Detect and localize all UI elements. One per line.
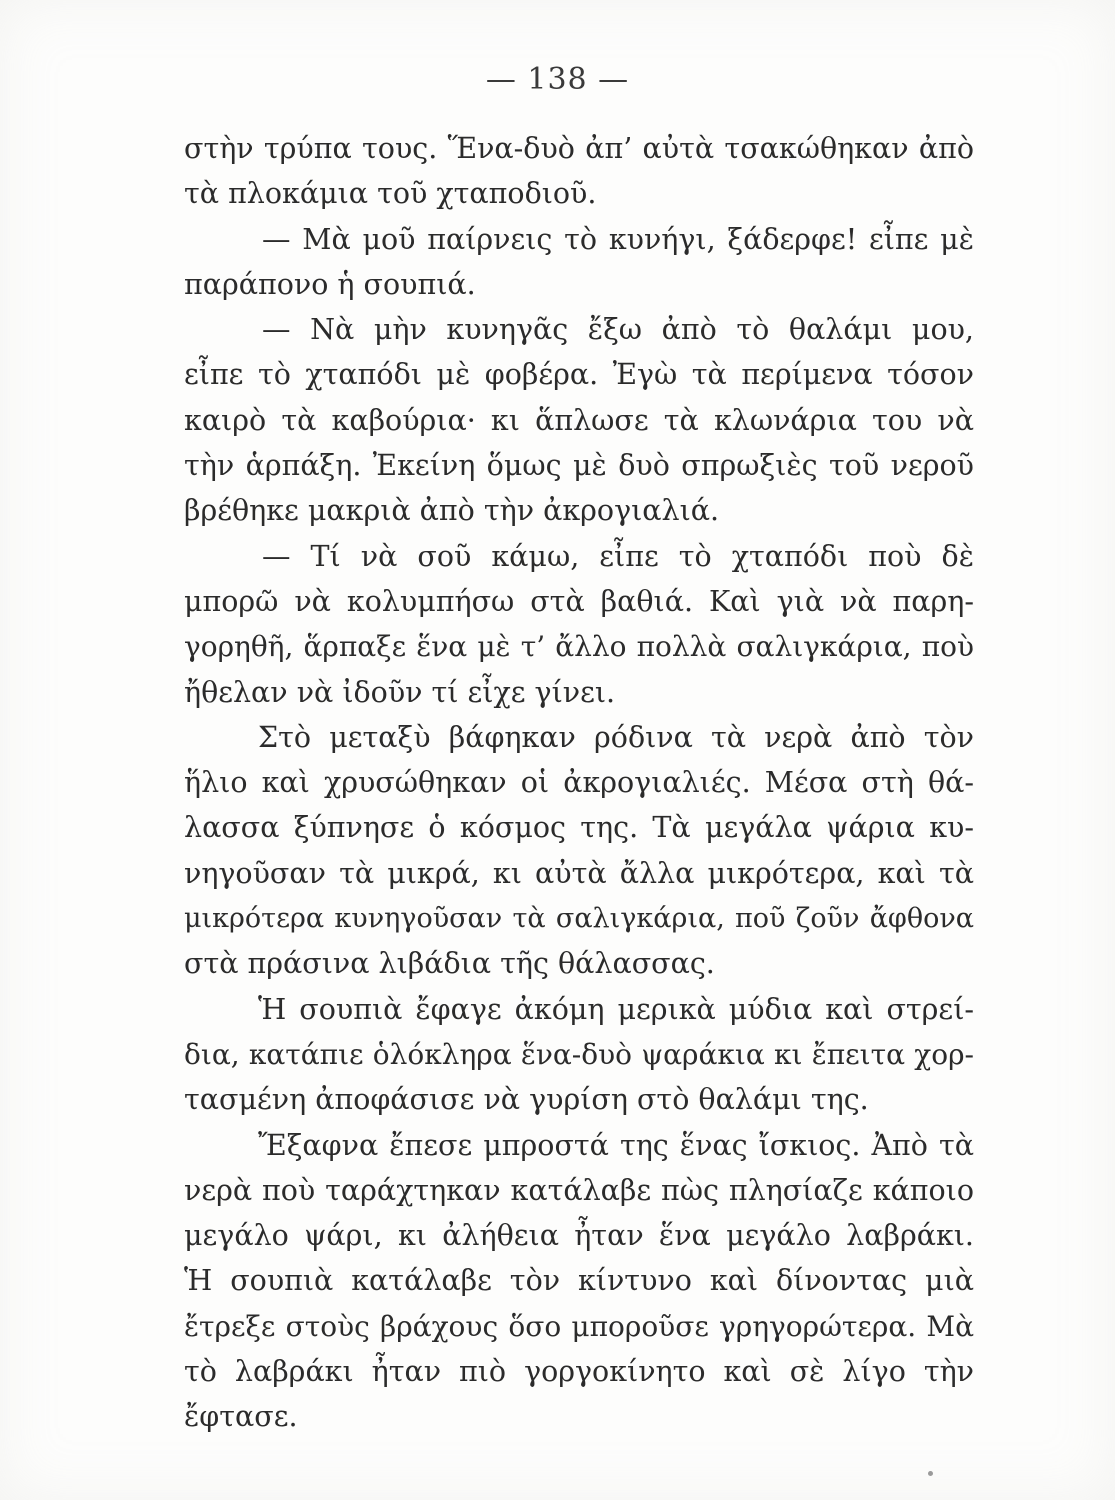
text-line: ἔφτασε. xyxy=(184,1400,298,1434)
text-line: Ἔξαφνα ἔπεσε μπροστά της ἕνας ἴσκιος. Ἀπὸ τὰ xyxy=(258,1128,974,1162)
print-speck xyxy=(928,1471,933,1476)
text-line: νηγοῦσαν τὰ μικρά, κι αὐτὰ ἄλλα μικρότερα, καὶ τὰ xyxy=(184,856,974,890)
text-line: μικρότερα κυνηγοῦσαν τὰ σαλιγκάρια, ποῦ ζοῦν ἄφθονα xyxy=(184,903,974,935)
body-text xyxy=(184,126,974,1440)
text-line: τὸ λαβράκι ἦταν πιὸ γοργοκίνητο καὶ σὲ λίγο τὴν xyxy=(184,1355,974,1389)
text-line: Ἡ σουπιὰ κατάλαβε τὸν κίντυνο καὶ δίνοντας μιὰ xyxy=(184,1264,974,1298)
text-line: ἔτρεξε στοὺς βράχους ὅσο μποροῦσε γρηγορώτερα. Μὰ xyxy=(184,1309,974,1343)
text-line: ἤθελαν νὰ ἰδοῦν τί εἶχε γίνει. xyxy=(184,675,616,709)
text-line: δια, κατάπιε ὁλόκληρα ἕνα-δυὸ ψαράκια κι ἔπειτα χορ- xyxy=(184,1037,974,1071)
text-line: Ἡ σουπιὰ ἔφαγε ἀκόμη μερικὰ μύδια καὶ στρεί- xyxy=(258,992,974,1026)
text-line: μεγάλο ψάρι, κι ἀλήθεια ἦταν ἕνα μεγάλο λαβράκι. xyxy=(184,1219,974,1253)
text-line: λασσα ξύπνησε ὁ κόσμος της. Τὰ μεγάλα ψάρια κυ- xyxy=(184,811,974,845)
text-line: Στὸ μεταξὺ βάφηκαν ρόδινα τὰ νερὰ ἀπὸ τὸν xyxy=(258,720,974,754)
text-line: στὰ πράσινα λιβάδια τῆς θάλασσας. xyxy=(184,947,715,981)
page-number: — 138 — xyxy=(485,62,630,97)
text-line: ἥλιο καὶ χρυσώθηκαν οἱ ἀκρογιαλιές. Μέσα στὴ θά- xyxy=(184,766,974,800)
text-line: — Μὰ μοῦ παίρνεις τὸ κυνήγι, ξάδερφε! εἶπε μὲ xyxy=(262,222,974,256)
text-line: παράπονο ἡ σουπιά. xyxy=(184,267,476,301)
text-line: — Νὰ μὴν κυνηγᾶς ἔξω ἀπὸ τὸ θαλάμι μου, xyxy=(262,313,974,347)
text-line: καιρὸ τὰ καβούρια· κι ἅπλωσε τὰ κλωνάρια του νὰ xyxy=(184,403,974,437)
text-line: νερὰ ποὺ ταράχτηκαν κατάλαβε πὼς πλησίαζε κάποιο xyxy=(184,1173,974,1207)
text-line: μπορῶ νὰ κολυμπήσω στὰ βαθιά. Καὶ γιὰ νὰ παρη- xyxy=(184,584,974,618)
text-line: — Τί νὰ σοῦ κάμω, εἶπε τὸ χταπόδι ποὺ δὲ xyxy=(262,539,974,573)
text-line: εἶπε τὸ χταπόδι μὲ φοβέρα. Ἐγὼ τὰ περίμενα τόσον xyxy=(184,358,974,392)
text-line: τὴν ἁρπάξη. Ἐκείνη ὅμως μὲ δυὸ σπρωξιὲς τοῦ νεροῦ xyxy=(184,449,974,483)
text-line: τασμένη ἀποφάσισε νὰ γυρίση στὸ θαλάμι της. xyxy=(184,1083,869,1117)
text-line: γορηθῆ, ἅρπαξε ἕνα μὲ τ’ ἄλλο πολλὰ σαλιγκάρια, ποὺ xyxy=(184,630,974,664)
text-line: βρέθηκε μακριὰ ἀπὸ τὴν ἀκρογιαλιά. xyxy=(184,494,720,528)
text-line: στὴν τρύπα τους. Ἕνα-δυὸ ἀπ’ αὐτὰ τσακώθηκαν ἀπὸ xyxy=(184,132,974,165)
text-line: τὰ πλοκάμια τοῦ χταποδιοῦ. xyxy=(184,177,597,211)
